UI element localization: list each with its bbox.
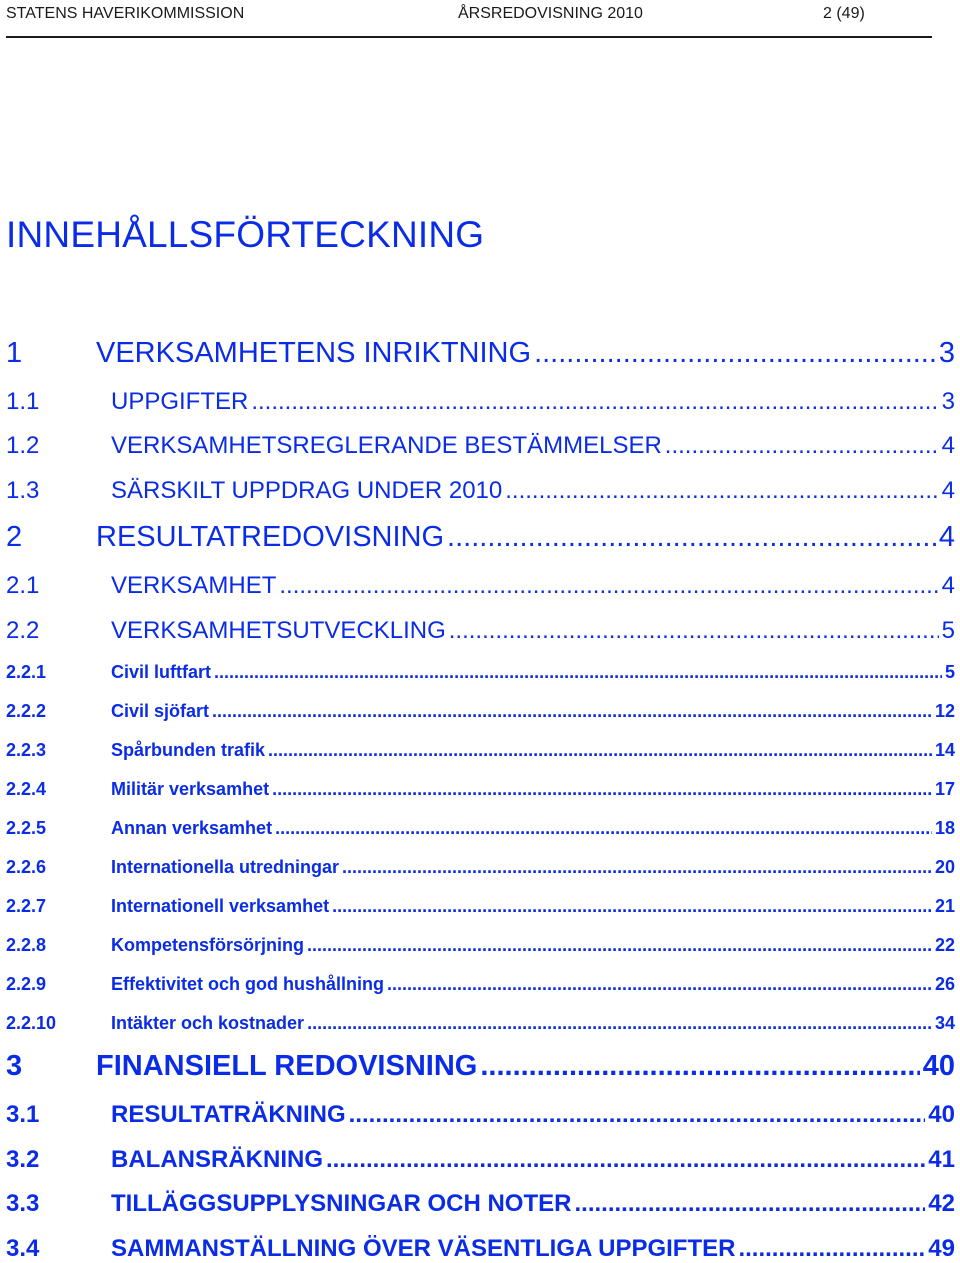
toc-dot-leader [387, 974, 932, 995]
toc-entry-title: Civil luftfart [111, 662, 212, 682]
toc-entry-number: 2.2.8 [6, 935, 47, 955]
toc-entry[interactable] [6, 337, 955, 370]
toc-dot-leader [534, 337, 936, 370]
toc-entry[interactable] [6, 1235, 955, 1263]
toc-entry-number: 2.2.9 [6, 974, 47, 994]
toc-entry[interactable] [6, 974, 955, 995]
toc-entry-number: 2.2.5 [6, 818, 47, 838]
toc-entry[interactable] [6, 572, 955, 600]
toc-entry-number: 3 [6, 1050, 23, 1082]
toc-entry-number: 2.2.2 [6, 701, 47, 721]
toc-entry[interactable] [6, 935, 955, 956]
toc-entry-page: 4 [941, 572, 955, 599]
toc-dot-leader [665, 432, 939, 460]
toc-entry[interactable] [6, 662, 955, 683]
toc-dot-leader [307, 935, 932, 956]
toc-entry-page: 14 [934, 740, 955, 760]
toc-entry-page: 22 [934, 935, 955, 955]
toc-entry-page: 49 [928, 1235, 955, 1262]
toc-entry-title: Militär verksamhet [111, 779, 270, 799]
toc-entry-title: Effektivitet och god hushållning [111, 974, 385, 994]
toc-entry[interactable] [6, 1013, 955, 1034]
toc-entry-page: 40 [922, 1050, 955, 1082]
toc-entry-title: UPPGIFTER [111, 388, 249, 415]
toc-entry-title: Civil sjöfart [111, 701, 210, 721]
toc-entry[interactable] [6, 1050, 955, 1083]
toc-dot-leader [214, 662, 942, 683]
toc-entry[interactable] [6, 857, 955, 878]
toc-entry-title: Spårbunden trafik [111, 740, 266, 760]
toc-dot-leader [480, 1050, 919, 1083]
toc-dot-leader [342, 857, 932, 878]
toc-entry[interactable] [6, 779, 955, 800]
toc-entry-page: 4 [941, 477, 955, 504]
toc-entry-page: 20 [934, 857, 955, 877]
page-header [6, 0, 932, 38]
toc-entry-number: 3.2 [6, 1146, 40, 1173]
toc-dot-leader [272, 779, 932, 800]
toc-dot-leader [251, 388, 938, 416]
toc-entry-number: 3.1 [6, 1101, 40, 1128]
toc-entry[interactable] [6, 1146, 955, 1174]
toc-entry-page: 34 [934, 1013, 955, 1033]
toc-entry-number: 3.3 [6, 1190, 40, 1217]
toc-entry-title: VERKSAMHETSUTVECKLING [111, 617, 446, 644]
toc-entry-number: 1.3 [6, 477, 40, 504]
toc-entry[interactable] [6, 521, 955, 554]
toc-entry-page: 5 [944, 662, 955, 682]
toc-entry-title: Kompetensförsörjning [111, 935, 305, 955]
toc-entry-title: Internationell verksamhet [111, 896, 330, 916]
toc-entry-title: SAMMANSTÄLLNING ÖVER VÄSENTLIGA UPPGIFTER [111, 1235, 736, 1262]
toc-dot-leader [307, 1013, 932, 1034]
toc-entry-title: BALANSRÄKNING [111, 1146, 323, 1173]
toc-entry-page: 21 [934, 896, 955, 916]
toc-entry-page: 4 [941, 432, 955, 459]
toc-dot-leader [332, 896, 932, 917]
toc-title: INNEHÅLLSFÖRTECKNING [6, 214, 485, 255]
toc-entry[interactable] [6, 701, 955, 722]
toc-entry-number: 2.2.6 [6, 857, 47, 877]
toc-dot-leader [505, 477, 938, 505]
toc-dot-leader [349, 1101, 926, 1129]
toc-entry[interactable] [6, 617, 955, 645]
toc-dot-leader [447, 521, 936, 554]
toc-entry-page: 17 [934, 779, 955, 799]
toc-entry-title: Internationella utredningar [111, 857, 340, 877]
toc-entry-number: 2.2 [6, 617, 40, 644]
toc-entry-page: 41 [928, 1146, 955, 1173]
toc-entry-title: VERKSAMHETENS INRIKTNING [96, 337, 532, 369]
toc-entry-title: RESULTATRÄKNING [111, 1101, 346, 1128]
toc-entry-number: 2.2.4 [6, 779, 47, 799]
toc-dot-leader [738, 1235, 925, 1263]
toc-entry[interactable] [6, 740, 955, 761]
toc-dot-leader [268, 740, 932, 761]
toc-entry-number: 2 [6, 521, 23, 553]
toc-entry-title: TILLÄGGSUPPLYSNINGAR OCH NOTER [111, 1190, 572, 1217]
toc-entry-page: 3 [941, 388, 955, 415]
toc-dot-leader [212, 701, 932, 722]
toc-entry-number: 2.2.1 [6, 662, 47, 682]
toc-entry[interactable] [6, 1190, 955, 1218]
toc-entry[interactable] [6, 432, 955, 460]
toc-entry-number: 3.4 [6, 1235, 40, 1262]
toc-dot-leader [279, 572, 938, 600]
header-report-title: ÅRSREDOVISNING 2010 [458, 5, 643, 22]
toc-entry[interactable] [6, 388, 955, 416]
toc-entry-title: FINANSIELL REDOVISNING [96, 1050, 478, 1082]
toc-entry-number: 2.1 [6, 572, 40, 599]
toc-dot-leader [275, 818, 932, 839]
toc-dot-leader [574, 1190, 925, 1218]
toc-entry-page: 5 [941, 617, 955, 644]
toc-entry[interactable] [6, 477, 955, 505]
toc-entry-number: 1.2 [6, 432, 40, 459]
toc-entry-number: 2.2.3 [6, 740, 47, 760]
toc-entry-title: Annan verksamhet [111, 818, 273, 838]
toc-entry-title: Intäkter och kostnader [111, 1013, 305, 1033]
toc-entry-title: VERKSAMHETSREGLERANDE BESTÄMMELSER [111, 432, 662, 459]
toc-entry-title: VERKSAMHET [111, 572, 277, 599]
toc-entry-page: 26 [934, 974, 955, 994]
toc-entry-number: 1.1 [6, 388, 40, 415]
header-organization: STATENS HAVERIKOMMISSION [6, 5, 245, 22]
toc-entry-page: 40 [928, 1101, 955, 1128]
toc-entry-number: 1 [6, 337, 23, 369]
toc-entry-page: 18 [934, 818, 955, 838]
toc-entry-page: 12 [934, 701, 955, 721]
toc-entry-page: 4 [938, 521, 955, 553]
toc-dot-leader [449, 617, 939, 645]
toc-entry-page: 42 [928, 1190, 955, 1217]
toc-entry-page: 3 [938, 337, 955, 369]
toc-entry-title: RESULTATREDOVISNING [96, 521, 445, 553]
toc-entry-number: 2.2.10 [6, 1013, 57, 1033]
toc-entry-title: SÄRSKILT UPPDRAG UNDER 2010 [111, 477, 503, 504]
toc-entry[interactable] [6, 1101, 955, 1129]
toc-dot-leader [326, 1146, 925, 1174]
header-page-number: 2 (49) [823, 5, 865, 22]
toc-entry[interactable] [6, 896, 955, 917]
toc-entry-number: 2.2.7 [6, 896, 47, 916]
toc-entry[interactable] [6, 818, 955, 839]
